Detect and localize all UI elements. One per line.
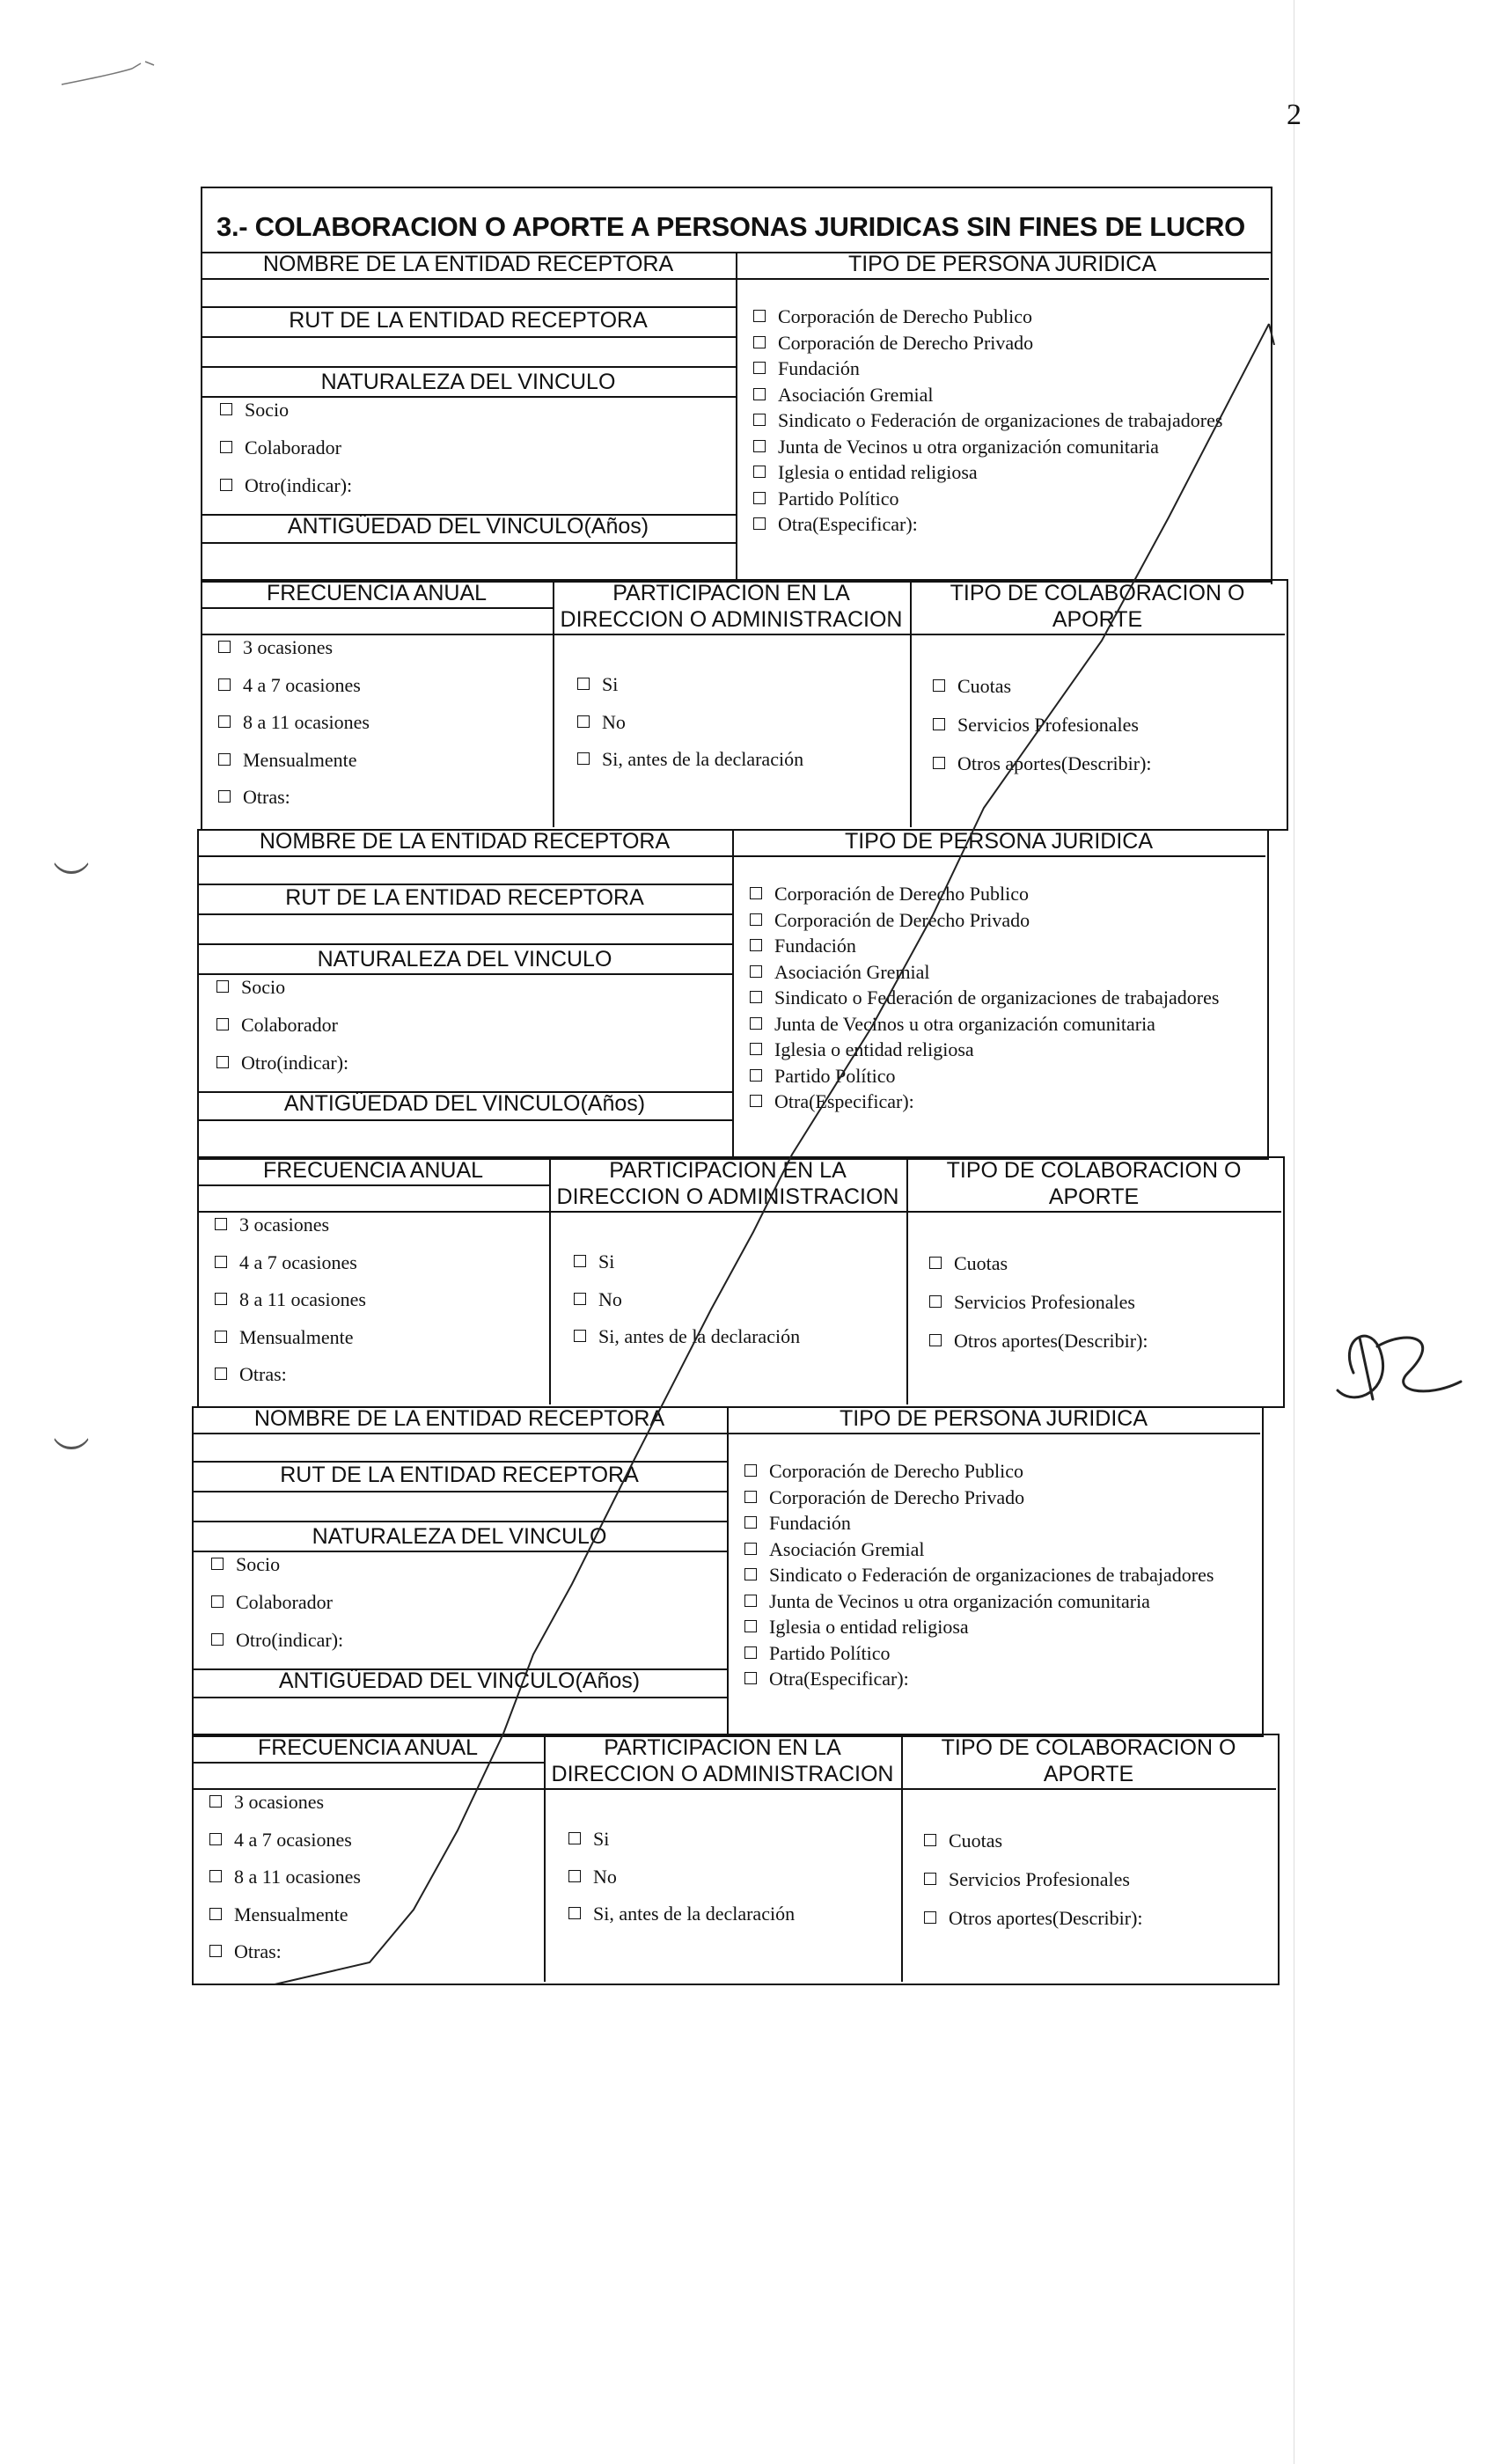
option-label: 8 a 11 ocasiones	[239, 1288, 366, 1310]
option-label: Junta de Vecinos u otra organización comunitaria	[774, 1012, 1155, 1035]
option-label: Otra(Especificar):	[778, 513, 918, 535]
option-label: Otros aportes(Describir):	[957, 752, 1152, 774]
frequency-header: FRECUENCIA ANUAL	[257, 1735, 479, 1760]
participation-header-line1: PARTICIPACION EN LA	[612, 581, 850, 605]
nature-header: NATURALEZA DEL VINCULO	[320, 370, 616, 394]
option-label: Servicios Profesionales	[957, 714, 1139, 736]
seniority-header: ANTIGÜEDAD DEL VINCULO(Años)	[278, 1668, 641, 1693]
entity-name-header: NOMBRE DE LA ENTIDAD RECEPTORA	[262, 252, 674, 276]
frequency-header: FRECUENCIA ANUAL	[262, 1158, 484, 1183]
option-label: Mensualmente	[234, 1903, 348, 1925]
option-label: Otra(Especificar):	[774, 1090, 914, 1112]
option-label: Otro(indicar):	[245, 474, 353, 496]
participation-header-line2: DIRECCION O ADMINISTRACION	[551, 1762, 894, 1786]
option-label: Otras:	[234, 1940, 282, 1962]
option-label: Si	[602, 673, 619, 695]
option-label: Si	[593, 1828, 610, 1850]
option-label: Otro(indicar):	[241, 1052, 349, 1074]
participation-header-line2: DIRECCION O ADMINISTRACION	[556, 1184, 899, 1209]
option-label: Colaborador	[236, 1591, 333, 1613]
rut-header: RUT DE LA ENTIDAD RECEPTORA	[280, 1463, 639, 1487]
contribution-header-line2: APORTE	[1052, 607, 1143, 632]
rut-header: RUT DE LA ENTIDAD RECEPTORA	[289, 308, 648, 333]
option-label: Socio	[245, 399, 290, 421]
option-label: Corporación de Derecho Publico	[774, 883, 1029, 905]
option-label: Si, antes de la declaración	[593, 1903, 796, 1925]
option-label: Iglesia o entidad religiosa	[769, 1616, 969, 1638]
option-label: Mensualmente	[239, 1325, 354, 1348]
option-label: Servicios Profesionales	[954, 1291, 1135, 1313]
participation-header-line1: PARTICIPACION EN LA	[609, 1158, 847, 1183]
diagonal-cancel-line	[275, 324, 1269, 1984]
option-label: Iglesia o entidad religiosa	[778, 461, 978, 483]
option-label: 3 ocasiones	[239, 1214, 330, 1236]
option-label: No	[602, 710, 626, 733]
entity-name-header: NOMBRE DE LA ENTIDAD RECEPTORA	[253, 1406, 665, 1431]
option-label: Mensualmente	[243, 748, 357, 771]
option-label: Cuotas	[954, 1252, 1008, 1274]
option-label: No	[593, 1865, 617, 1888]
option-label: Partido Político	[778, 487, 899, 510]
contribution-header-line2: APORTE	[1043, 1762, 1134, 1786]
option-label: Asociación Gremial	[769, 1537, 925, 1560]
option-label: Otra(Especificar):	[769, 1668, 909, 1690]
option-label: Corporación de Derecho Privado	[778, 331, 1034, 354]
option-label: 4 a 7 ocasiones	[239, 1250, 357, 1273]
option-label: Colaborador	[241, 1014, 338, 1036]
option-label: No	[598, 1287, 622, 1310]
nature-header: NATURALEZA DEL VINCULO	[312, 1524, 607, 1549]
option-label: Corporación de Derecho Publico	[778, 305, 1032, 327]
option-label: Otras:	[243, 786, 290, 808]
section-title: 3.- COLABORACION O APORTE A PERSONAS JURIDICAS SIN FINES DE LUCRO	[216, 211, 1245, 242]
option-label: Junta de Vecinos u otra organización comunitaria	[769, 1589, 1150, 1612]
option-label: Fundación	[778, 357, 860, 379]
option-label: Partido Político	[774, 1064, 896, 1087]
option-label: Otro(indicar):	[236, 1629, 344, 1651]
legal-type-header: TIPO DE PERSONA JURIDICA	[844, 829, 1154, 854]
contribution-header-line1: TIPO DE COLABORACION O	[950, 581, 1245, 605]
rut-header: RUT DE LA ENTIDAD RECEPTORA	[285, 885, 644, 910]
frequency-header: FRECUENCIA ANUAL	[266, 581, 488, 605]
option-label: Corporación de Derecho Privado	[769, 1485, 1025, 1508]
option-label: Junta de Vecinos u otra organización comunitaria	[778, 435, 1159, 458]
option-label: 4 a 7 ocasiones	[234, 1828, 352, 1851]
option-label: Corporación de Derecho Privado	[774, 908, 1030, 931]
option-label: Otros aportes(Describir):	[949, 1907, 1143, 1929]
option-label: 8 a 11 ocasiones	[234, 1866, 361, 1888]
option-label: Otras:	[239, 1363, 287, 1385]
option-label: Cuotas	[957, 675, 1012, 697]
legal-type-header: TIPO DE PERSONA JURIDICA	[839, 1406, 1148, 1431]
option-label: 3 ocasiones	[234, 1791, 325, 1813]
handwritten-initials	[1338, 1336, 1461, 1399]
option-label: Cuotas	[949, 1830, 1003, 1852]
seniority-header: ANTIGÜEDAD DEL VINCULO(Años)	[283, 1091, 646, 1116]
contribution-header-line2: APORTE	[1048, 1184, 1140, 1209]
page-number: 2	[1287, 99, 1302, 131]
option-label: Socio	[241, 976, 286, 998]
option-label: Otros aportes(Describir):	[954, 1330, 1148, 1352]
nature-header: NATURALEZA DEL VINCULO	[317, 947, 612, 972]
option-label: Si, antes de la declaración	[602, 748, 804, 770]
contribution-header-line1: TIPO DE COLABORACION O	[946, 1158, 1242, 1183]
option-label: Sindicato o Federación de organizaciones de trabajadores	[778, 409, 1223, 431]
legal-type-header: TIPO DE PERSONA JURIDICA	[847, 252, 1157, 276]
contribution-header-line1: TIPO DE COLABORACION O	[941, 1735, 1236, 1760]
option-label: Fundación	[769, 1512, 851, 1534]
corner-scribble	[62, 62, 154, 84]
option-label: Sindicato o Federación de organizaciones de trabajadores	[774, 986, 1220, 1008]
seniority-header: ANTIGÜEDAD DEL VINCULO(Años)	[287, 514, 649, 539]
option-label: Socio	[236, 1553, 281, 1575]
option-label: Si	[598, 1250, 615, 1272]
diagonal-cancel-tip	[1269, 324, 1274, 345]
option-label: Servicios Profesionales	[949, 1868, 1130, 1890]
entity-name-header: NOMBRE DE LA ENTIDAD RECEPTORA	[259, 829, 671, 854]
participation-header-line1: PARTICIPACION EN LA	[604, 1735, 841, 1760]
option-label: Asociación Gremial	[778, 383, 934, 406]
option-label: Sindicato o Federación de organizaciones de trabajadores	[769, 1564, 1214, 1586]
option-label: Partido Político	[769, 1641, 891, 1664]
option-label: Corporación de Derecho Publico	[769, 1460, 1023, 1482]
option-label: 4 a 7 ocasiones	[243, 673, 361, 696]
option-label: Si, antes de la declaración	[598, 1325, 801, 1347]
option-label: Colaborador	[245, 436, 341, 458]
option-label: Fundación	[774, 935, 856, 957]
participation-header-line2: DIRECCION O ADMINISTRACION	[560, 607, 903, 632]
option-label: Asociación Gremial	[774, 960, 930, 983]
option-label: Iglesia o entidad religiosa	[774, 1038, 974, 1060]
option-label: 8 a 11 ocasiones	[243, 711, 370, 733]
option-label: 3 ocasiones	[243, 636, 334, 658]
